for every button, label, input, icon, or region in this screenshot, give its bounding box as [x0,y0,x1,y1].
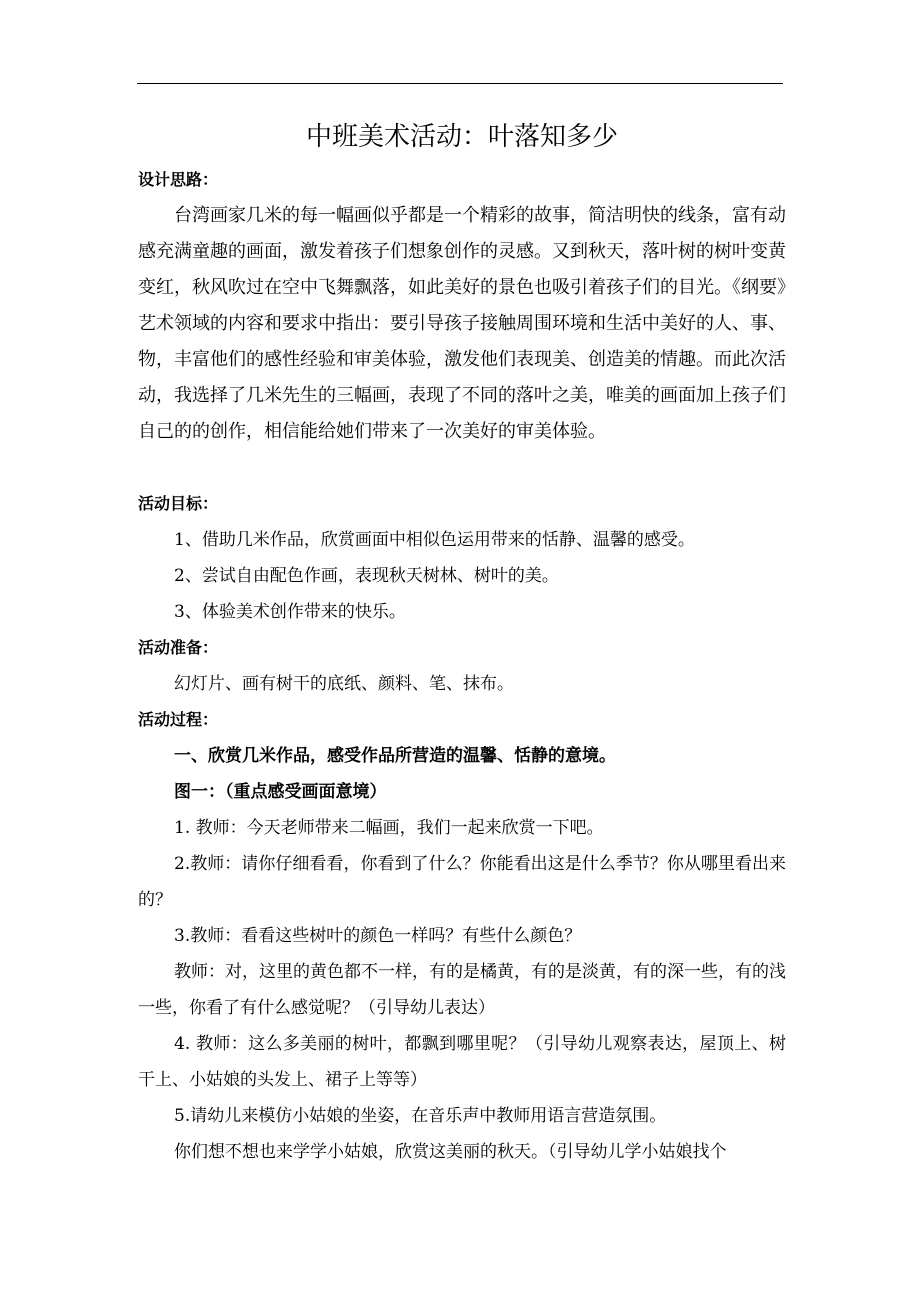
goal-item: 1、借助几米作品，欣赏画面中相似色运用带来的恬静、温馨的感受。 [174,530,695,550]
process-step-4: 4. 教师：这么多美丽的树叶，都飘到哪里呢？（引导幼儿观察表达，屋顶上、树干上、小姑娘的头发上、裙子上等等） [138,1034,786,1090]
section-gap [138,450,786,486]
process-section-1: 一、欣赏几米作品，感受作品所营造的温馨、恬静的意境。 [174,746,616,766]
prep-heading: 活动准备： [138,638,219,657]
process-heading: 活动过程： [138,710,219,729]
process-step-1: 1. 教师：今天老师带来二幅画，我们一起来欣赏一下吧。 [174,818,604,838]
goals-heading: 活动目标： [138,494,219,513]
process-step-5: 5.请幼儿来模仿小姑娘的坐姿，在音乐声中教师用语言营造氛围。 [174,1106,667,1126]
design-heading: 设计思路： [138,170,219,189]
process-step-5b: 你们想不想也来学学小姑娘，欣赏这美丽的秋天。（引导幼儿学小姑娘找个 [174,1142,727,1162]
page-title: 中班美术活动：叶落知多少 [305,122,618,152]
process-step-3b: 教师：对，这里的黄色都不一样，有的是橘黄，有的是淡黄，有的深一些，有的浅一些，你看了有什么感觉呢？（引导幼儿表达） [138,962,786,1018]
document-content [138,112,786,1170]
design-paragraph: 台湾画家几米的每一幅画似乎都是一个精彩的故事，简洁明快的线条，富有动感充满童趣的画面，激发着孩子们想象创作的灵感。又到秋天，落叶树的树叶变黄变红，秋风吹过在空中飞舞飘落，如此美好的景色也吸引着孩子们的目光。《纲要》艺术领域的内容和要求中指出：要引导孩子接触周围环境和生活中美好的人、事、物，丰富他们的感性经验和审美体验，激发他们表现美、创造美的情趣。而此次活动，我选择了几米先生的三幅画，表现了不同的落叶之美，唯美的画面加上孩子们自己的的创作，相信能给她们带来了一次美好的审美体验。 [138,205,786,442]
header-rule [137,83,783,84]
goal-item: 3、体验美术创作带来的快乐。 [174,602,406,622]
prep-text: 幻灯片、画有树干的底纸、颜料、笔、抹布。 [174,674,514,694]
figure-1-label: 图一：（重点感受画面意境） [174,782,387,802]
process-step-2: 2.教师：请你仔细看看，你看到了什么？你能看出这是什么季节？你从哪里看出来的？ [138,854,786,910]
process-step-3: 3.教师：看看这些树叶的颜色一样吗？有些什么颜色？ [174,926,582,946]
goal-item: 2、尝试自由配色作画，表现秋天树林、树叶的美。 [174,566,559,586]
